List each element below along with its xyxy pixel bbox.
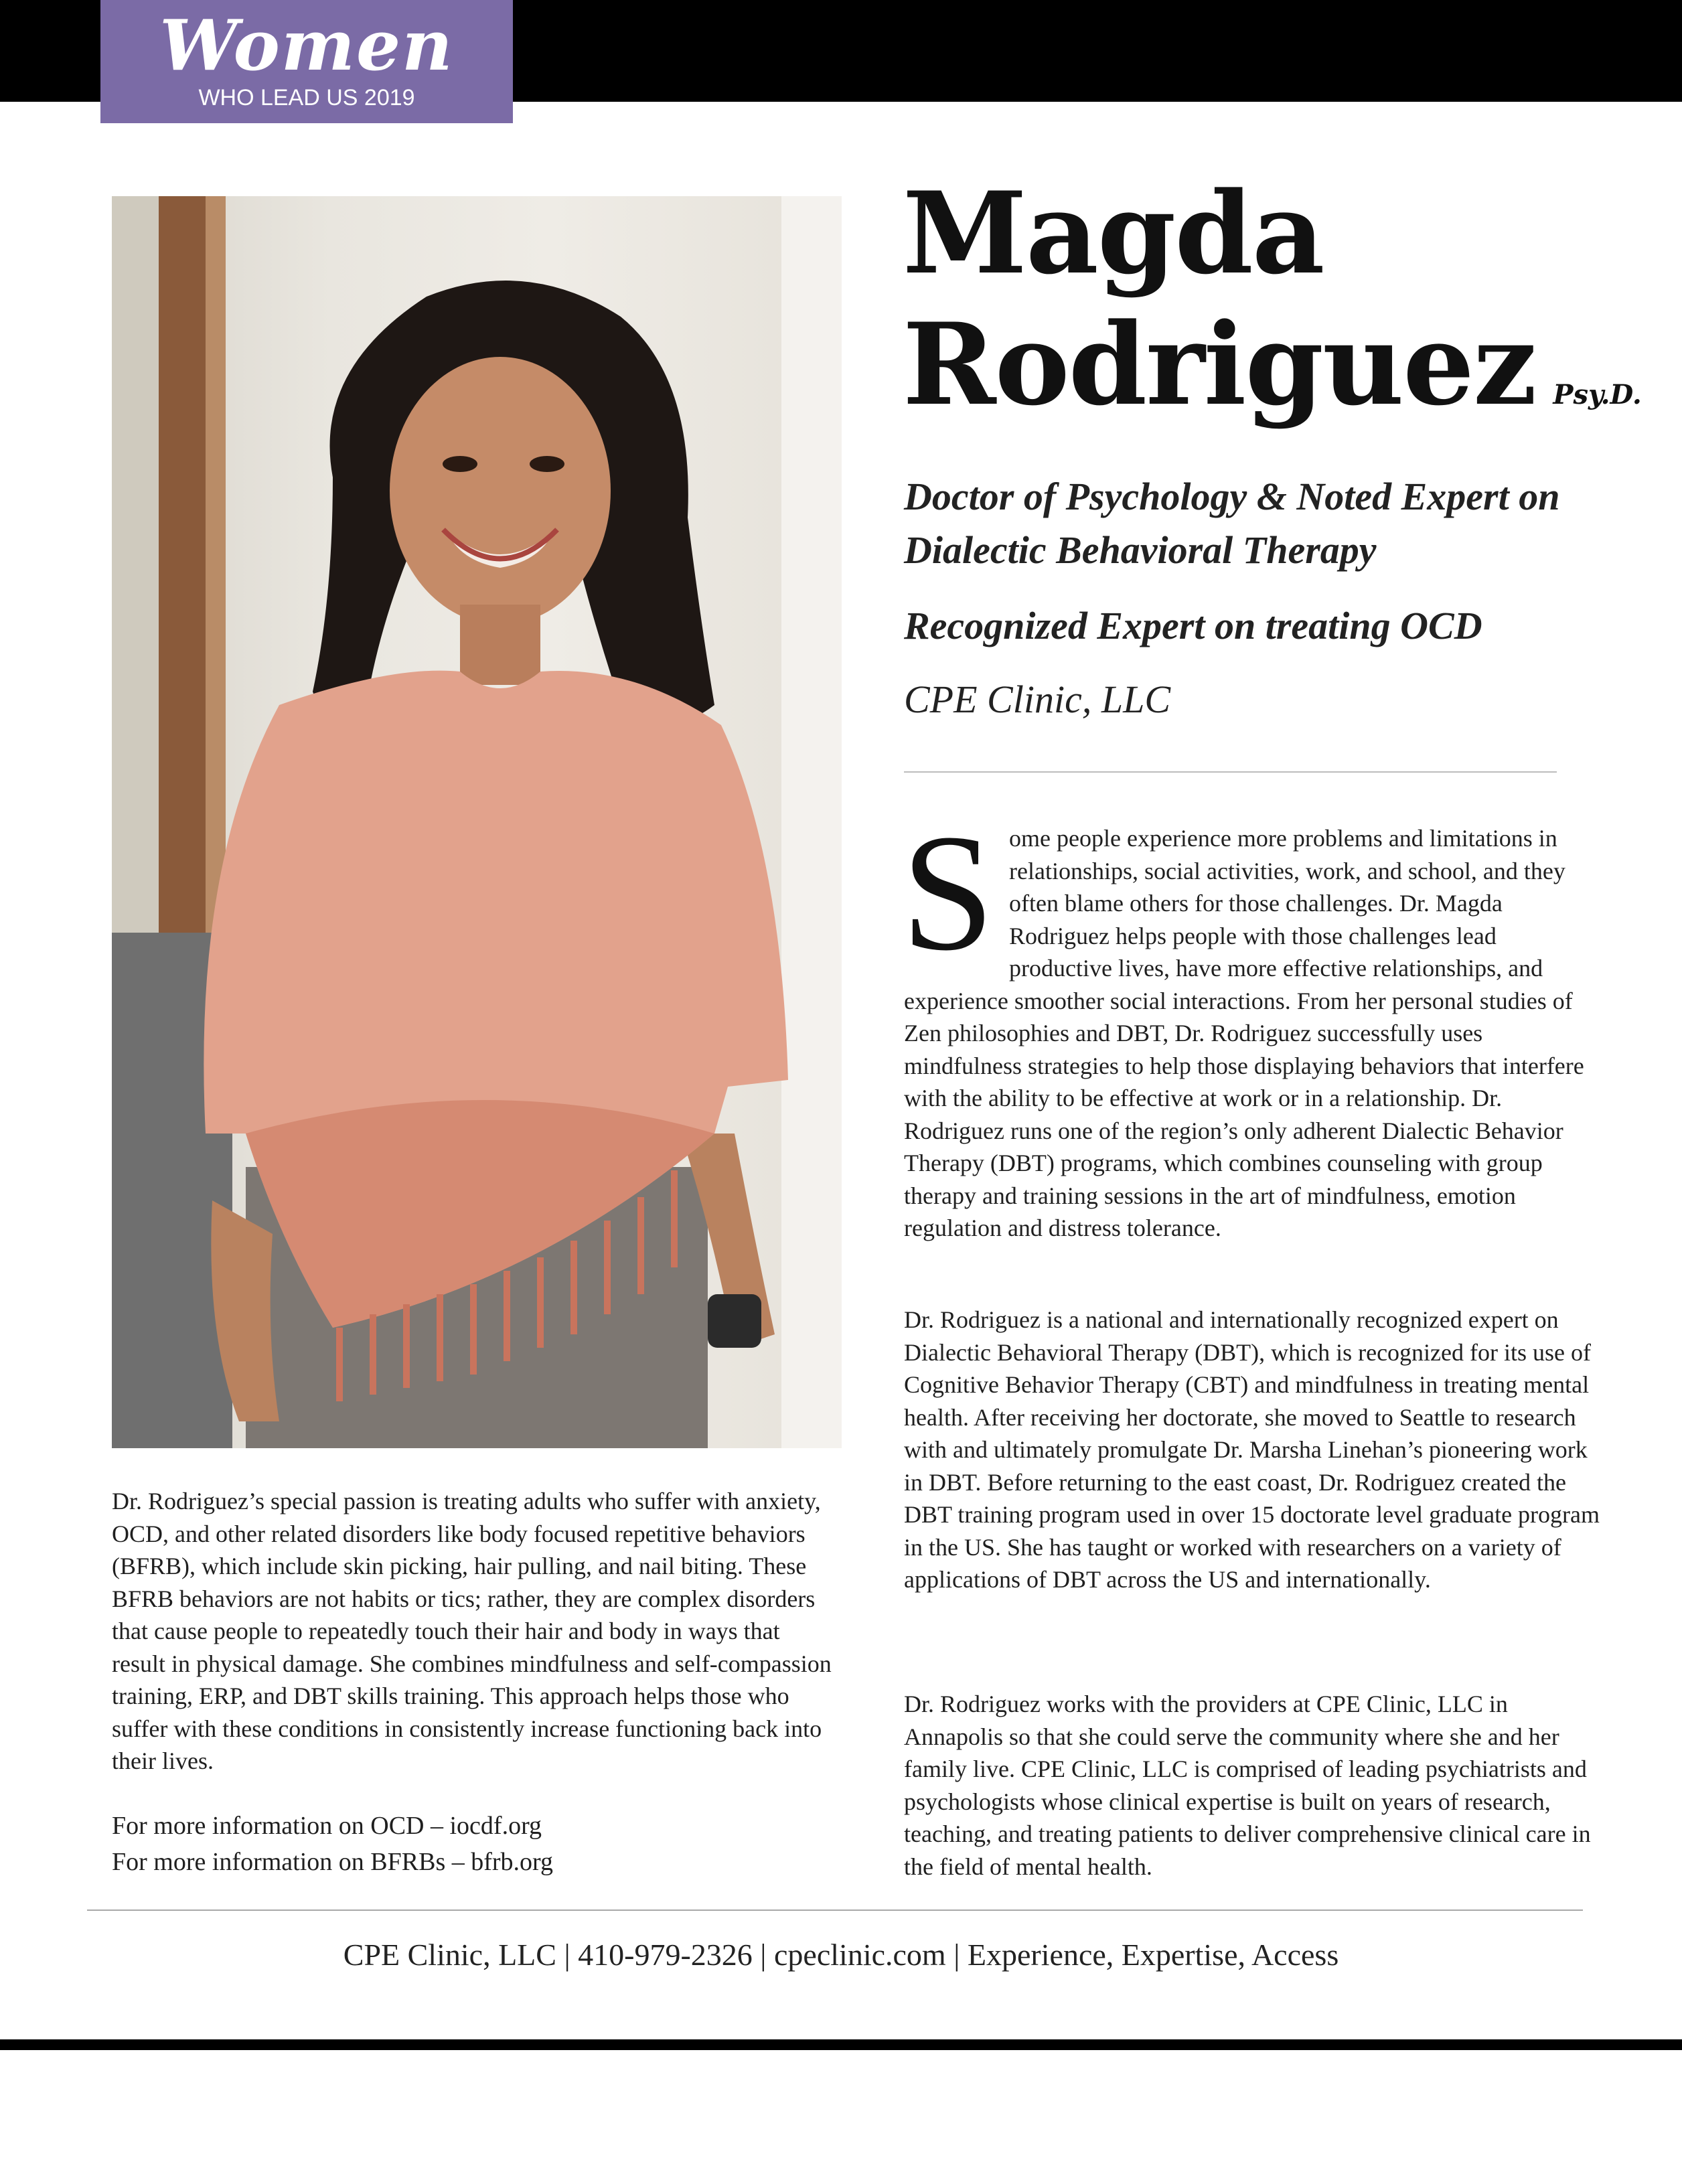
article-left-column [112,1485,835,1778]
title-line-1: Doctor of Psychology & Noted Expert on [904,475,1560,518]
brand-title: Women [159,4,454,86]
article-right-column [901,800,1600,1880]
article-left-paragraph: Dr. Rodriguez’s special passion is treating adults who suffer with anxiety, OCD, and other related disorders like body focused repetitive behaviors (BFRB), which include skin picking, hair pulling, and nail biting. These BFRB behaviors are not habits or tics; rather, they are complex disorders that cause people to repeatedly touch their hair and body in ways that result in physical damage. She combines mindfulness and self-compassion training, ERP, and DBT skills training. This approach helps those who suffer with these conditions in consistently increase functioning back into their lives. [112,1488,832,1774]
brand-subtitle: WHO LEAD US 2019 [198,85,415,110]
article-paragraph-2: Dr. Rodriguez is a national and internationally recognized expert on Dialectic Behavioral Therapy (DBT), which is recognized for its use of Cognitive Behavior Therapy (CBT) and mindfulness in treating mental health. After receiving her doctorate, she moved to Seattle to research with and ultimately promulgate Dr. Marsha Linehan’s pioneering work in DBT. Before returning to the east coast, Dr. Rodriguez created the DBT training program used in over 15 doctorate level graduate program in the US. She has taught or worked with researchers on a variety of applications of DBT across the US and internationally. [904,1306,1600,1593]
name-last: Rodriguez [903,298,1536,431]
divider [904,771,1557,773]
bfrb-info-link: For more information on BFRBs – bfrb.org [112,1848,554,1876]
name-first: Magda [903,167,1324,299]
profile-name [903,167,1642,461]
credential: Psy.D. [1553,379,1642,410]
profile-title-secondary: Recognized Expert on treating OCD [904,604,1482,647]
footer-contact: CPE Clinic, LLC | 410-979-2326 | cpeclinic.com | Experience, Expertise, Access [343,1938,1339,1972]
article-paragraph-3: Dr. Rodriguez works with the providers at CPE Clinic, LLC in Annapolis so that she could serve the community where she and her family live. CPE Clinic, LLC is comprised of leading psychiatrists and psychologists whose clinical expertise is built on years of research, teaching, and treating patients to deliver comprehensive clinical care in the field of mental health. [904,1691,1591,1880]
paragraph-1-text: ome people experience more problems and limitations in relationships, social activities, work, and school, and they often blame others for those challenges. Dr. Magda Rodriguez helps people with those challenges lead productive lives, have more effective relationships, and experience smoother social interactions. From her personal studies of Zen philosophies and DBT, Dr. Rodriguez successfully uses mindfulness strategies to help those displaying behaviors that interfere with the ability to be effective at work or in a relationship. Dr. Rodriguez runs one of the region’s only adherent Dialectic Behavior Therapy (DBT) programs, which combines counseling with group therapy and training sessions in the art of mindfulness, emotion regulation and distress tolerance. [904,825,1584,1241]
magazine-brand-badge [100,0,513,123]
profile-title-primary [904,470,1640,577]
title-line-2: Dialectic Behavioral Therapy [904,528,1377,572]
dropcap: S [901,800,995,986]
ocd-info-link: For more information on OCD – iocdf.org [112,1812,542,1840]
profile-company: CPE Clinic, LLC [904,678,1171,721]
info-links [112,1808,835,1880]
article-paragraph-1 [901,800,1600,1245]
footer-divider [87,1909,1583,1911]
portrait-photo [112,196,842,1448]
bottom-bar [0,2039,1682,2050]
